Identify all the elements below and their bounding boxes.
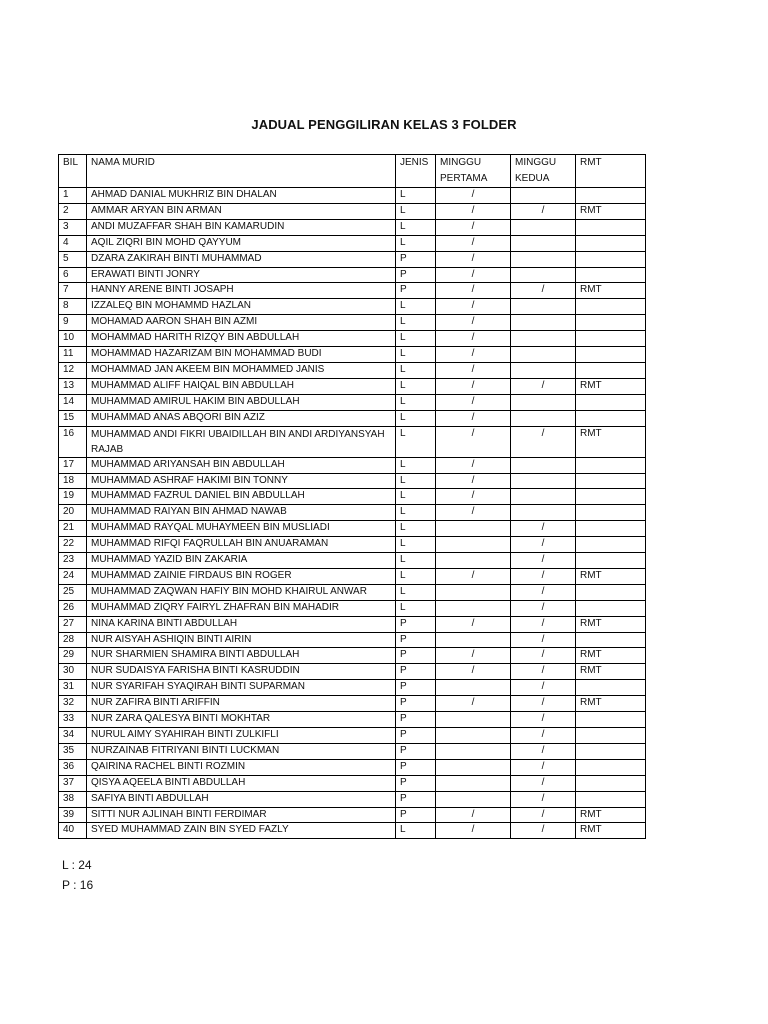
cell-minggu-pertama: / [436, 283, 511, 299]
cell-jenis: L [396, 521, 436, 537]
cell-minggu-pertama: / [436, 489, 511, 505]
cell-nama-murid: MUHAMMAD FAZRUL DANIEL BIN ABDULLAH [87, 489, 396, 505]
cell-jenis: P [396, 680, 436, 696]
cell-minggu-pertama: / [436, 362, 511, 378]
cell-minggu-kedua [511, 251, 576, 267]
cell-jenis: L [396, 410, 436, 426]
cell-bil: 20 [59, 505, 87, 521]
cell-minggu-pertama [436, 537, 511, 553]
cell-bil: 14 [59, 394, 87, 410]
cell-minggu-kedua: / [511, 791, 576, 807]
cell-jenis: L [396, 315, 436, 331]
cell-minggu-kedua: / [511, 728, 576, 744]
cell-nama-murid: MOHAMMAD HAZARIZAM BIN MOHAMMAD BUDI [87, 347, 396, 363]
cell-bil: 16 [59, 426, 87, 457]
table-row [59, 568, 646, 584]
cell-minggu-kedua [511, 188, 576, 204]
table-row [59, 299, 646, 315]
cell-jenis: P [396, 791, 436, 807]
cell-nama-murid: IZZALEQ BIN MOHAMMD HAZLAN [87, 299, 396, 315]
cell-bil: 40 [59, 823, 87, 839]
cell-minggu-kedua: / [511, 664, 576, 680]
cell-minggu-pertama: / [436, 299, 511, 315]
table-row [59, 473, 646, 489]
cell-jenis: P [396, 775, 436, 791]
cell-nama-murid: MOHAMAD AARON SHAH BIN AZMI [87, 315, 396, 331]
cell-jenis: P [396, 616, 436, 632]
cell-rmt [576, 299, 646, 315]
cell-nama-murid: MUHAMMAD ASHRAF HAKIMI BIN TONNY [87, 473, 396, 489]
cell-minggu-pertama: / [436, 457, 511, 473]
cell-jenis: L [396, 553, 436, 569]
table-row [59, 410, 646, 426]
cell-bil: 13 [59, 378, 87, 394]
cell-nama-murid: NUR ZARA QALESYA BINTI MOKHTAR [87, 712, 396, 728]
cell-minggu-kedua: / [511, 743, 576, 759]
cell-nama-murid: NUR SUDAISYA FARISHA BINTI KASRUDDIN [87, 664, 396, 680]
cell-minggu-pertama: / [436, 235, 511, 251]
cell-minggu-pertama: / [436, 267, 511, 283]
cell-bil: 27 [59, 616, 87, 632]
cell-minggu-pertama [436, 712, 511, 728]
cell-bil: 18 [59, 473, 87, 489]
table-body [59, 188, 646, 839]
cell-minggu-kedua: / [511, 600, 576, 616]
cell-jenis: L [396, 378, 436, 394]
cell-minggu-pertama [436, 584, 511, 600]
cell-rmt [576, 331, 646, 347]
header-minggu-kedua: MINGGU KEDUA [511, 155, 576, 188]
cell-minggu-kedua: / [511, 648, 576, 664]
cell-minggu-kedua: / [511, 823, 576, 839]
cell-jenis: P [396, 728, 436, 744]
cell-nama-murid: SITTI NUR AJLINAH BINTI FERDIMAR [87, 807, 396, 823]
cell-jenis: P [396, 632, 436, 648]
cell-minggu-kedua [511, 331, 576, 347]
cell-minggu-pertama: / [436, 473, 511, 489]
cell-jenis: P [396, 807, 436, 823]
cell-rmt [576, 267, 646, 283]
cell-rmt [576, 632, 646, 648]
cell-minggu-kedua: / [511, 521, 576, 537]
table-row [59, 505, 646, 521]
cell-rmt: RMT [576, 823, 646, 839]
cell-jenis: L [396, 823, 436, 839]
cell-jenis: P [396, 283, 436, 299]
table-row [59, 188, 646, 204]
cell-jenis: L [396, 331, 436, 347]
table-row [59, 219, 646, 235]
cell-minggu-pertama: / [436, 648, 511, 664]
cell-rmt [576, 188, 646, 204]
table-row [59, 489, 646, 505]
table-row [59, 537, 646, 553]
cell-rmt [576, 680, 646, 696]
cell-bil: 31 [59, 680, 87, 696]
cell-rmt [576, 553, 646, 569]
cell-nama-murid: MUHAMMAD AMIRUL HAKIM BIN ABDULLAH [87, 394, 396, 410]
cell-nama-murid: MUHAMMAD YAZID BIN ZAKARIA [87, 553, 396, 569]
cell-bil: 6 [59, 267, 87, 283]
cell-minggu-pertama: / [436, 568, 511, 584]
cell-nama-murid: NUR AISYAH ASHIQIN BINTI AIRIN [87, 632, 396, 648]
cell-minggu-kedua: / [511, 378, 576, 394]
cell-bil: 3 [59, 219, 87, 235]
cell-nama-murid: HANNY ARENE BINTI JOSAPH [87, 283, 396, 299]
cell-rmt [576, 775, 646, 791]
cell-nama-murid: MUHAMMAD RAYQAL MUHAYMEEN BIN MUSLIADI [87, 521, 396, 537]
cell-rmt [576, 505, 646, 521]
cell-bil: 22 [59, 537, 87, 553]
table-row [59, 664, 646, 680]
table-row [59, 235, 646, 251]
cell-rmt [576, 235, 646, 251]
table-row [59, 823, 646, 839]
cell-minggu-pertama: / [436, 696, 511, 712]
cell-bil: 39 [59, 807, 87, 823]
cell-nama-murid: MUHAMMAD ARIYANSAH BIN ABDULLAH [87, 457, 396, 473]
cell-minggu-pertama: / [436, 505, 511, 521]
cell-minggu-kedua [511, 219, 576, 235]
table-row [59, 616, 646, 632]
cell-bil: 30 [59, 664, 87, 680]
cell-bil: 24 [59, 568, 87, 584]
cell-rmt [576, 457, 646, 473]
cell-rmt [576, 791, 646, 807]
cell-minggu-kedua: / [511, 775, 576, 791]
table-row [59, 807, 646, 823]
cell-nama-murid: NUR ZAFIRA BINTI ARIFFIN [87, 696, 396, 712]
cell-minggu-pertama: / [436, 378, 511, 394]
cell-nama-murid: DZARA ZAKIRAH BINTI MUHAMMAD [87, 251, 396, 267]
cell-rmt [576, 537, 646, 553]
cell-bil: 29 [59, 648, 87, 664]
cell-bil: 37 [59, 775, 87, 791]
cell-minggu-kedua: / [511, 680, 576, 696]
cell-minggu-kedua [511, 267, 576, 283]
cell-minggu-kedua [511, 347, 576, 363]
header-minggu-pertama: MINGGU PERTAMA [436, 155, 511, 188]
cell-bil: 28 [59, 632, 87, 648]
cell-jenis: P [396, 664, 436, 680]
cell-minggu-kedua: / [511, 759, 576, 775]
table-row [59, 791, 646, 807]
cell-rmt [576, 347, 646, 363]
cell-rmt: RMT [576, 283, 646, 299]
cell-jenis: L [396, 362, 436, 378]
cell-jenis: L [396, 489, 436, 505]
cell-rmt [576, 743, 646, 759]
cell-minggu-kedua [511, 315, 576, 331]
cell-rmt [576, 315, 646, 331]
header-nama-murid: NAMA MURID [87, 155, 396, 188]
cell-jenis: P [396, 759, 436, 775]
cell-minggu-pertama: / [436, 664, 511, 680]
cell-nama-murid: QAIRINA RACHEL BINTI ROZMIN [87, 759, 396, 775]
cell-nama-murid: MUHAMMAD RIFQI FAQRULLAH BIN ANUARAMAN [87, 537, 396, 553]
table-row [59, 457, 646, 473]
table-row [59, 696, 646, 712]
cell-nama-murid: SYED MUHAMMAD ZAIN BIN SYED FAZLY [87, 823, 396, 839]
cell-bil: 34 [59, 728, 87, 744]
cell-minggu-kedua [511, 410, 576, 426]
table-row [59, 331, 646, 347]
cell-jenis: L [396, 537, 436, 553]
cell-rmt: RMT [576, 568, 646, 584]
cell-jenis: P [396, 712, 436, 728]
table-row [59, 743, 646, 759]
summary-perempuan: P : 16 [62, 878, 94, 892]
cell-minggu-pertama [436, 521, 511, 537]
cell-nama-murid: MUHAMMAD ANDI FIKRI UBAIDILLAH BIN ANDI ARDIYANSYAH RAJAB [87, 426, 396, 457]
cell-minggu-pertama [436, 791, 511, 807]
cell-nama-murid: NINA KARINA BINTI ABDULLAH [87, 616, 396, 632]
cell-jenis: L [396, 426, 436, 457]
cell-jenis: L [396, 219, 436, 235]
cell-minggu-kedua [511, 505, 576, 521]
cell-nama-murid: NURUL AIMY SYAHIRAH BINTI ZULKIFLI [87, 728, 396, 744]
cell-bil: 4 [59, 235, 87, 251]
cell-jenis: L [396, 584, 436, 600]
cell-minggu-pertama [436, 600, 511, 616]
cell-bil: 8 [59, 299, 87, 315]
cell-minggu-pertama: / [436, 315, 511, 331]
table-row [59, 347, 646, 363]
cell-minggu-pertama [436, 759, 511, 775]
document-title: JADUAL PENGGILIRAN KELAS 3 FOLDER [251, 117, 517, 132]
cell-jenis: L [396, 188, 436, 204]
cell-minggu-kedua: / [511, 553, 576, 569]
cell-jenis: L [396, 299, 436, 315]
cell-minggu-pertama: / [436, 347, 511, 363]
cell-jenis: P [396, 648, 436, 664]
cell-nama-murid: MUHAMMAD RAIYAN BIN AHMAD NAWAB [87, 505, 396, 521]
cell-rmt [576, 489, 646, 505]
cell-jenis: P [396, 267, 436, 283]
cell-minggu-kedua [511, 489, 576, 505]
cell-minggu-pertama: / [436, 426, 511, 457]
cell-minggu-kedua: / [511, 203, 576, 219]
cell-minggu-kedua: / [511, 616, 576, 632]
table-row [59, 378, 646, 394]
table-row [59, 712, 646, 728]
table-row [59, 251, 646, 267]
cell-nama-murid: ANDI MUZAFFAR SHAH BIN KAMARUDIN [87, 219, 396, 235]
cell-nama-murid: AQIL ZIQRI BIN MOHD QAYYUM [87, 235, 396, 251]
cell-nama-murid: ERAWATI BINTI JONRY [87, 267, 396, 283]
cell-bil: 12 [59, 362, 87, 378]
cell-rmt [576, 712, 646, 728]
cell-rmt: RMT [576, 616, 646, 632]
table-row [59, 315, 646, 331]
cell-minggu-pertama: / [436, 331, 511, 347]
cell-rmt: RMT [576, 807, 646, 823]
cell-minggu-kedua: / [511, 696, 576, 712]
cell-minggu-kedua: / [511, 283, 576, 299]
cell-minggu-kedua [511, 235, 576, 251]
cell-bil: 32 [59, 696, 87, 712]
cell-rmt [576, 251, 646, 267]
cell-rmt [576, 362, 646, 378]
cell-jenis: L [396, 568, 436, 584]
cell-rmt [576, 600, 646, 616]
cell-rmt: RMT [576, 648, 646, 664]
cell-rmt [576, 473, 646, 489]
table-row [59, 775, 646, 791]
summary-lelaki: L : 24 [62, 858, 92, 872]
cell-minggu-pertama [436, 632, 511, 648]
cell-rmt: RMT [576, 378, 646, 394]
cell-jenis: P [396, 251, 436, 267]
cell-jenis: P [396, 696, 436, 712]
cell-jenis: L [396, 347, 436, 363]
cell-minggu-kedua: / [511, 712, 576, 728]
cell-nama-murid: AMMAR ARYAN BIN ARMAN [87, 203, 396, 219]
cell-jenis: L [396, 235, 436, 251]
cell-bil: 7 [59, 283, 87, 299]
cell-nama-murid: NUR SYARIFAH SYAQIRAH BINTI SUPARMAN [87, 680, 396, 696]
cell-nama-murid: MUHAMMAD ZIQRY FAIRYL ZHAFRAN BIN MAHADIR [87, 600, 396, 616]
table-row [59, 632, 646, 648]
cell-nama-murid: MUHAMMAD ANAS ABQORI BIN AZIZ [87, 410, 396, 426]
table-row [59, 759, 646, 775]
cell-bil: 5 [59, 251, 87, 267]
table-row [59, 521, 646, 537]
cell-bil: 11 [59, 347, 87, 363]
cell-nama-murid: NURZAINAB FITRIYANI BINTI LUCKMAN [87, 743, 396, 759]
table-row [59, 394, 646, 410]
cell-jenis: P [396, 743, 436, 759]
header-bil: BIL [59, 155, 87, 188]
cell-nama-murid: MUHAMMAD ALIFF HAIQAL BIN ABDULLAH [87, 378, 396, 394]
cell-bil: 36 [59, 759, 87, 775]
cell-bil: 15 [59, 410, 87, 426]
cell-rmt: RMT [576, 203, 646, 219]
cell-minggu-pertama [436, 553, 511, 569]
cell-bil: 9 [59, 315, 87, 331]
cell-minggu-kedua [511, 394, 576, 410]
cell-bil: 10 [59, 331, 87, 347]
cell-jenis: L [396, 600, 436, 616]
cell-bil: 33 [59, 712, 87, 728]
cell-minggu-pertama [436, 680, 511, 696]
cell-minggu-pertama: / [436, 394, 511, 410]
cell-nama-murid: SAFIYA BINTI ABDULLAH [87, 791, 396, 807]
cell-minggu-pertama [436, 728, 511, 744]
cell-minggu-kedua: / [511, 584, 576, 600]
cell-nama-murid: MOHAMMAD JAN AKEEM BIN MOHAMMED JANIS [87, 362, 396, 378]
cell-rmt [576, 728, 646, 744]
cell-bil: 26 [59, 600, 87, 616]
table-row [59, 600, 646, 616]
cell-minggu-pertama [436, 743, 511, 759]
cell-nama-murid: MUHAMMAD ZAQWAN HAFIY BIN MOHD KHAIRUL ANWAR [87, 584, 396, 600]
cell-minggu-pertama: / [436, 616, 511, 632]
cell-rmt [576, 759, 646, 775]
cell-nama-murid: AHMAD DANIAL MUKHRIZ BIN DHALAN [87, 188, 396, 204]
cell-rmt [576, 410, 646, 426]
cell-minggu-pertama: / [436, 823, 511, 839]
cell-jenis: L [396, 203, 436, 219]
table-row [59, 553, 646, 569]
cell-minggu-kedua: / [511, 537, 576, 553]
cell-jenis: L [396, 473, 436, 489]
cell-minggu-pertama: / [436, 203, 511, 219]
cell-rmt [576, 394, 646, 410]
table-row [59, 584, 646, 600]
table-row [59, 680, 646, 696]
cell-minggu-kedua [511, 457, 576, 473]
cell-minggu-pertama: / [436, 219, 511, 235]
cell-bil: 38 [59, 791, 87, 807]
cell-jenis: L [396, 457, 436, 473]
cell-bil: 23 [59, 553, 87, 569]
cell-minggu-kedua: / [511, 568, 576, 584]
cell-minggu-kedua: / [511, 632, 576, 648]
cell-minggu-pertama: / [436, 410, 511, 426]
roster-table [58, 154, 646, 839]
cell-jenis: L [396, 505, 436, 521]
cell-minggu-kedua [511, 473, 576, 489]
header-rmt: RMT [576, 155, 646, 188]
cell-minggu-kedua [511, 299, 576, 315]
cell-bil: 2 [59, 203, 87, 219]
cell-bil: 21 [59, 521, 87, 537]
cell-bil: 17 [59, 457, 87, 473]
table-header-row [59, 155, 646, 188]
cell-jenis: L [396, 394, 436, 410]
cell-bil: 1 [59, 188, 87, 204]
cell-bil: 35 [59, 743, 87, 759]
cell-bil: 25 [59, 584, 87, 600]
cell-bil: 19 [59, 489, 87, 505]
table-row [59, 426, 646, 457]
cell-rmt [576, 521, 646, 537]
cell-minggu-pertama: / [436, 807, 511, 823]
cell-rmt [576, 584, 646, 600]
cell-minggu-pertama [436, 775, 511, 791]
cell-minggu-kedua: / [511, 426, 576, 457]
cell-minggu-pertama: / [436, 188, 511, 204]
cell-minggu-kedua: / [511, 807, 576, 823]
table-row [59, 267, 646, 283]
table-row [59, 728, 646, 744]
table-row [59, 283, 646, 299]
table-row [59, 648, 646, 664]
cell-minggu-kedua [511, 362, 576, 378]
table-row [59, 362, 646, 378]
table-row [59, 203, 646, 219]
cell-rmt: RMT [576, 696, 646, 712]
cell-rmt: RMT [576, 426, 646, 457]
cell-rmt [576, 219, 646, 235]
cell-nama-murid: NUR SHARMIEN SHAMIRA BINTI ABDULLAH [87, 648, 396, 664]
cell-nama-murid: MUHAMMAD ZAINIE FIRDAUS BIN ROGER [87, 568, 396, 584]
cell-nama-murid: MOHAMMAD HARITH RIZQY BIN ABDULLAH [87, 331, 396, 347]
cell-nama-murid: QISYA AQEELA BINTI ABDULLAH [87, 775, 396, 791]
cell-rmt: RMT [576, 664, 646, 680]
header-jenis: JENIS [396, 155, 436, 188]
cell-minggu-pertama: / [436, 251, 511, 267]
